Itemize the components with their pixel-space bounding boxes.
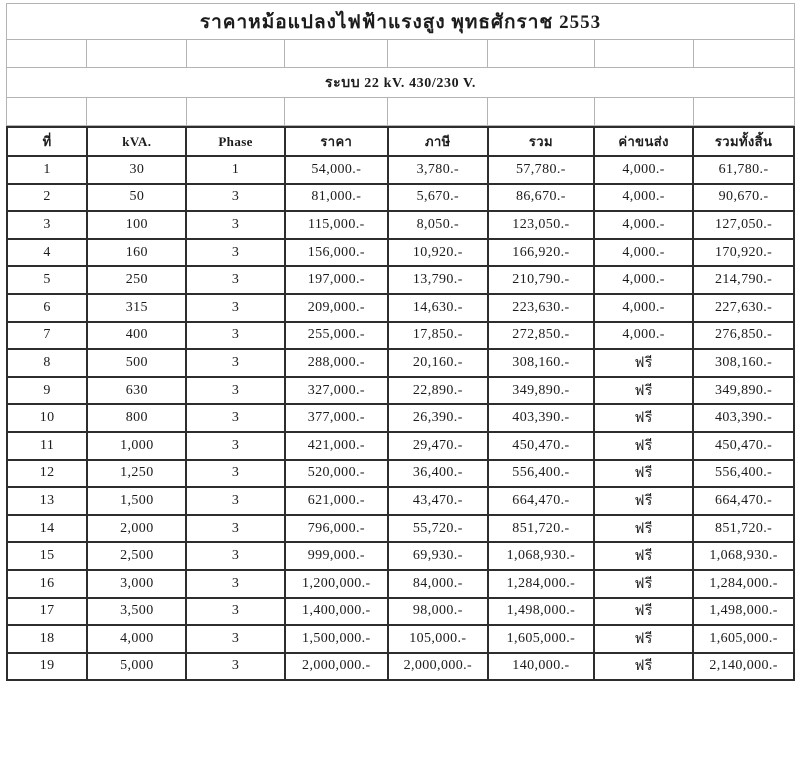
table-cell: 11: [7, 432, 87, 460]
table-cell: 227,630.-: [693, 294, 794, 322]
table-cell: 1,500,000.-: [285, 625, 388, 653]
empty-cell: [694, 40, 795, 68]
table-cell: 17: [7, 598, 87, 626]
spacer-row: [7, 98, 795, 126]
table-row: [7, 239, 794, 267]
table-cell: 12: [7, 460, 87, 488]
table-cell: 20,160.-: [388, 349, 488, 377]
title-row: [7, 4, 795, 40]
table-cell: 4,000.-: [594, 156, 693, 184]
table-cell: 4,000.-: [594, 266, 693, 294]
column-header-total: รวม: [488, 127, 594, 156]
column-header-no: ที่: [7, 127, 87, 156]
table-cell: 1,605,000.-: [488, 625, 594, 653]
table-cell: 1,498,000.-: [488, 598, 594, 626]
table-row: [7, 184, 794, 212]
empty-cell: [186, 40, 284, 68]
table-row: [7, 294, 794, 322]
empty-cell: [285, 98, 388, 126]
table-cell: 3,500: [87, 598, 186, 626]
table-cell: 3: [186, 570, 284, 598]
table-cell: 223,630.-: [488, 294, 594, 322]
empty-cell: [488, 98, 594, 126]
table-cell: 3: [186, 349, 284, 377]
table-cell: 166,920.-: [488, 239, 594, 267]
table-cell: 2,140,000.-: [693, 653, 794, 681]
empty-cell: [694, 98, 795, 126]
table-cell: 1,200,000.-: [285, 570, 388, 598]
system-spec-row: [7, 68, 795, 98]
table-cell: 1,068,930.-: [488, 542, 594, 570]
table-cell: 3: [186, 266, 284, 294]
price-table: [6, 126, 795, 681]
table-cell: 4,000: [87, 625, 186, 653]
table-cell: 851,720.-: [693, 515, 794, 543]
table-cell: 1: [7, 156, 87, 184]
table-cell: 3: [186, 211, 284, 239]
table-cell: 999,000.-: [285, 542, 388, 570]
table-cell: 5,000: [87, 653, 186, 681]
table-cell: 556,400.-: [488, 460, 594, 488]
table-cell: ฟรี: [594, 460, 693, 488]
table-cell: 4,000.-: [594, 184, 693, 212]
table-cell: 3: [7, 211, 87, 239]
table-cell: 796,000.-: [285, 515, 388, 543]
table-cell: 16: [7, 570, 87, 598]
table-cell: 664,470.-: [693, 487, 794, 515]
table-cell: 272,850.-: [488, 322, 594, 350]
column-header-shipping: ค่าขนส่ง: [594, 127, 693, 156]
table-cell: 2,000,000.-: [388, 653, 488, 681]
table-cell: 3: [186, 322, 284, 350]
table-cell: 2: [7, 184, 87, 212]
table-cell: 4,000.-: [594, 211, 693, 239]
table-cell: 4,000.-: [594, 322, 693, 350]
table-cell: 500: [87, 349, 186, 377]
column-header-price: ราคา: [285, 127, 388, 156]
table-cell: 156,000.-: [285, 239, 388, 267]
table-cell: 50: [87, 184, 186, 212]
table-cell: ฟรี: [594, 653, 693, 681]
table-cell: 3: [186, 625, 284, 653]
empty-cell: [87, 40, 186, 68]
empty-cell: [87, 98, 186, 126]
table-cell: 54,000.-: [285, 156, 388, 184]
table-cell: 55,720.-: [388, 515, 488, 543]
table-cell: 3: [186, 404, 284, 432]
table-cell: 664,470.-: [488, 487, 594, 515]
table-cell: 8,050.-: [388, 211, 488, 239]
table-row: [7, 598, 794, 626]
table-cell: 5: [7, 266, 87, 294]
table-cell: 115,000.-: [285, 211, 388, 239]
table-cell: ฟรี: [594, 487, 693, 515]
table-cell: 349,890.-: [693, 377, 794, 405]
table-cell: 3,000: [87, 570, 186, 598]
table-cell: 13,790.-: [388, 266, 488, 294]
table-cell: 5,670.-: [388, 184, 488, 212]
table-cell: 43,470.-: [388, 487, 488, 515]
table-cell: 400: [87, 322, 186, 350]
spacer-row: [7, 40, 795, 68]
table-cell: 57,780.-: [488, 156, 594, 184]
table-cell: 630: [87, 377, 186, 405]
table-row: [7, 349, 794, 377]
table-cell: 1: [186, 156, 284, 184]
table-cell: 123,050.-: [488, 211, 594, 239]
document-title: ราคาหม้อแปลงไฟฟ้าแรงสูง พุทธศักราช 2553: [7, 4, 795, 40]
table-cell: 851,720.-: [488, 515, 594, 543]
table-cell: 3: [186, 598, 284, 626]
table-cell: 1,068,930.-: [693, 542, 794, 570]
table-header-row: [7, 127, 794, 156]
table-row: [7, 432, 794, 460]
empty-cell: [594, 40, 693, 68]
table-cell: 8: [7, 349, 87, 377]
empty-cell: [7, 40, 87, 68]
table-cell: 421,000.-: [285, 432, 388, 460]
table-cell: 13: [7, 487, 87, 515]
table-cell: 140,000.-: [488, 653, 594, 681]
table-cell: ฟรี: [594, 377, 693, 405]
table-cell: 90,670.-: [693, 184, 794, 212]
table-cell: 349,890.-: [488, 377, 594, 405]
table-cell: 210,790.-: [488, 266, 594, 294]
table-cell: 250: [87, 266, 186, 294]
table-cell: 800: [87, 404, 186, 432]
column-header-kva: kVA.: [87, 127, 186, 156]
table-cell: 3: [186, 460, 284, 488]
table-cell: 450,470.-: [693, 432, 794, 460]
empty-cell: [388, 98, 488, 126]
table-cell: 3: [186, 184, 284, 212]
table-row: [7, 266, 794, 294]
table-cell: 2,500: [87, 542, 186, 570]
table-cell: 377,000.-: [285, 404, 388, 432]
table-cell: 1,000: [87, 432, 186, 460]
table-cell: 4,000.-: [594, 294, 693, 322]
table-cell: 84,000.-: [388, 570, 488, 598]
empty-cell: [594, 98, 693, 126]
table-row: [7, 653, 794, 681]
table-row: [7, 211, 794, 239]
table-cell: 29,470.-: [388, 432, 488, 460]
table-cell: 403,390.-: [693, 404, 794, 432]
table-row: [7, 156, 794, 184]
table-row: [7, 570, 794, 598]
table-cell: 520,000.-: [285, 460, 388, 488]
table-cell: 621,000.-: [285, 487, 388, 515]
table-cell: 450,470.-: [488, 432, 594, 460]
table-cell: 1,500: [87, 487, 186, 515]
table-row: [7, 487, 794, 515]
table-cell: 308,160.-: [693, 349, 794, 377]
table-cell: 4: [7, 239, 87, 267]
table-cell: 315: [87, 294, 186, 322]
table-cell: 327,000.-: [285, 377, 388, 405]
table-cell: ฟรี: [594, 404, 693, 432]
table-cell: 2,000,000.-: [285, 653, 388, 681]
table-cell: 1,250: [87, 460, 186, 488]
table-cell: 10: [7, 404, 87, 432]
table-row: [7, 404, 794, 432]
table-cell: 69,930.-: [388, 542, 488, 570]
table-cell: 1,498,000.-: [693, 598, 794, 626]
column-header-phase: Phase: [186, 127, 284, 156]
table-cell: 22,890.-: [388, 377, 488, 405]
table-cell: 14,630.-: [388, 294, 488, 322]
table-cell: 170,920.-: [693, 239, 794, 267]
table-cell: 1,400,000.-: [285, 598, 388, 626]
table-cell: 160: [87, 239, 186, 267]
table-row: [7, 377, 794, 405]
table-cell: ฟรี: [594, 515, 693, 543]
table-cell: 197,000.-: [285, 266, 388, 294]
table-cell: 3,780.-: [388, 156, 488, 184]
table-cell: 403,390.-: [488, 404, 594, 432]
table-cell: 15: [7, 542, 87, 570]
table-cell: 61,780.-: [693, 156, 794, 184]
table-row: [7, 322, 794, 350]
table-cell: 308,160.-: [488, 349, 594, 377]
table-cell: 1,284,000.-: [693, 570, 794, 598]
table-cell: 98,000.-: [388, 598, 488, 626]
table-cell: 81,000.-: [285, 184, 388, 212]
table-row: [7, 625, 794, 653]
table-cell: 4,000.-: [594, 239, 693, 267]
table-cell: 19: [7, 653, 87, 681]
table-cell: 556,400.-: [693, 460, 794, 488]
table-cell: 1,284,000.-: [488, 570, 594, 598]
column-header-tax: ภาษี: [388, 127, 488, 156]
table-body: [7, 156, 794, 680]
table-cell: 209,000.-: [285, 294, 388, 322]
table-cell: 1,605,000.-: [693, 625, 794, 653]
empty-cell: [285, 40, 388, 68]
table-cell: ฟรี: [594, 542, 693, 570]
table-cell: 26,390.-: [388, 404, 488, 432]
table-cell: 105,000.-: [388, 625, 488, 653]
table-cell: 36,400.-: [388, 460, 488, 488]
table-cell: 30: [87, 156, 186, 184]
table-cell: 3: [186, 653, 284, 681]
table-row: [7, 460, 794, 488]
table-row: [7, 515, 794, 543]
table-cell: 3: [186, 515, 284, 543]
table-cell: 17,850.-: [388, 322, 488, 350]
empty-cell: [388, 40, 488, 68]
table-cell: 100: [87, 211, 186, 239]
table-cell: 3: [186, 239, 284, 267]
empty-cell: [488, 40, 594, 68]
table-cell: 127,050.-: [693, 211, 794, 239]
table-cell: 3: [186, 432, 284, 460]
title-section: [6, 3, 795, 126]
system-spec: ระบบ 22 kV. 430/230 V.: [7, 68, 795, 98]
table-cell: 3: [186, 294, 284, 322]
table-row: [7, 542, 794, 570]
table-cell: 14: [7, 515, 87, 543]
table-cell: 7: [7, 322, 87, 350]
table-cell: 2,000: [87, 515, 186, 543]
table-cell: 18: [7, 625, 87, 653]
table-cell: 3: [186, 377, 284, 405]
table-cell: 255,000.-: [285, 322, 388, 350]
table-cell: ฟรี: [594, 432, 693, 460]
table-cell: ฟรี: [594, 570, 693, 598]
table-cell: 214,790.-: [693, 266, 794, 294]
table-cell: 9: [7, 377, 87, 405]
table-cell: 3: [186, 542, 284, 570]
table-cell: 6: [7, 294, 87, 322]
empty-cell: [186, 98, 284, 126]
table-cell: ฟรี: [594, 349, 693, 377]
empty-cell: [7, 98, 87, 126]
table-cell: ฟรี: [594, 598, 693, 626]
table-cell: 10,920.-: [388, 239, 488, 267]
table-cell: 3: [186, 487, 284, 515]
column-header-grand-total: รวมทั้งสิ้น: [693, 127, 794, 156]
table-cell: 288,000.-: [285, 349, 388, 377]
table-cell: 276,850.-: [693, 322, 794, 350]
table-cell: 86,670.-: [488, 184, 594, 212]
table-cell: ฟรี: [594, 625, 693, 653]
